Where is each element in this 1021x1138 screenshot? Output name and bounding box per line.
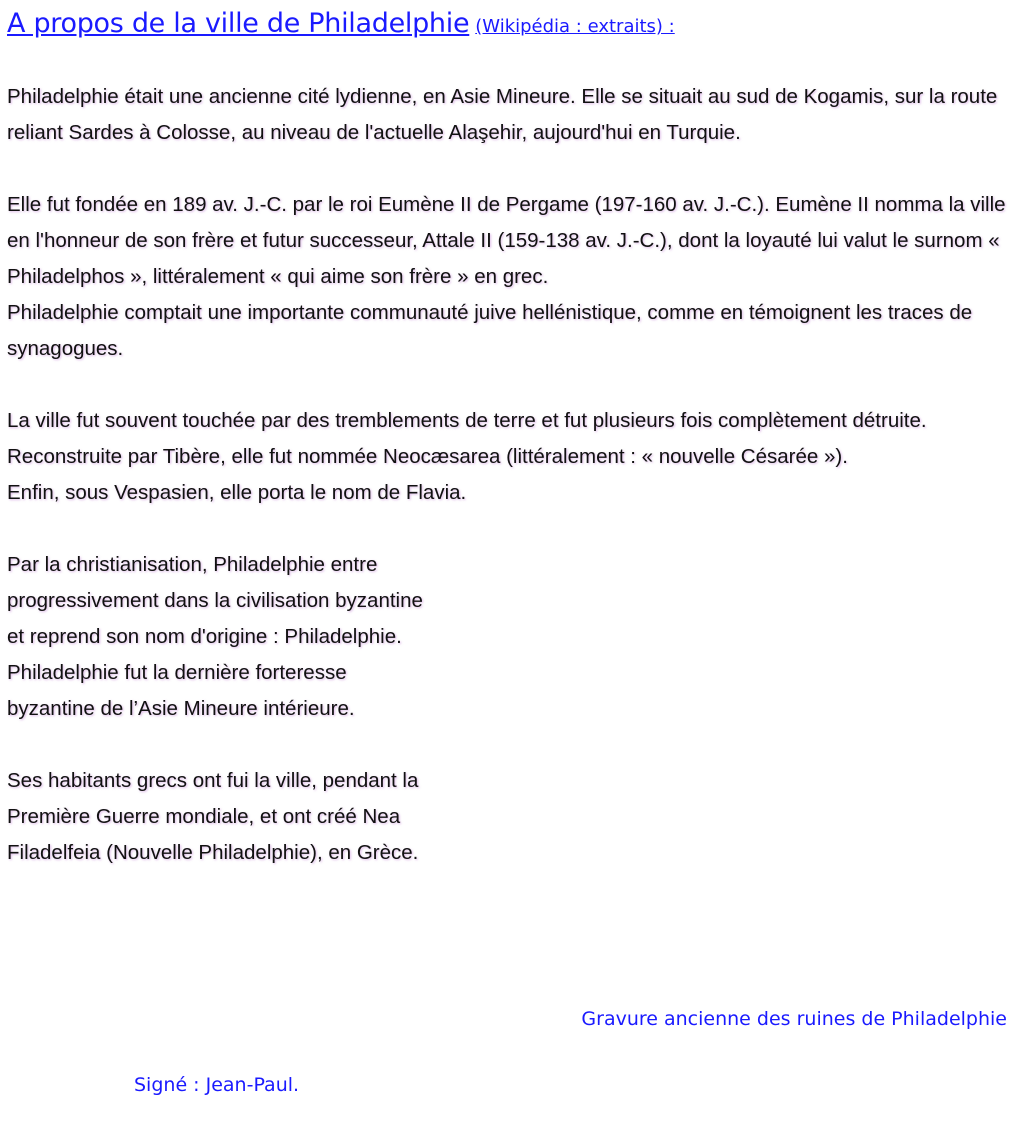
- text-segment: Philadelphie était une ancienne cité lydienne, en Asie Mineure. Elle se situait au sud de Kogamis, sur la route reliant Sardes à Colosse, au niveau de l'actuelle Alaşehir, aujourd'hui en Turquie.: [7, 85, 998, 144]
- page-title: [7, 8, 675, 39]
- source-note: (Wikipédia : extraits) :: [475, 16, 675, 37]
- signature: Signé : Jean-Paul.: [134, 1074, 300, 1096]
- text-line: et reprend son nom d'origine : Philadelphie.: [7, 625, 402, 648]
- paragraph-5: [7, 763, 1017, 871]
- paragraph-1: [7, 79, 1017, 151]
- text-line: Filadelfeia (Nouvelle Philadelphie), en Grèce.: [7, 841, 419, 864]
- text-segment: Enfin, sous Vespasien, elle porta le nom de Flavia.: [7, 481, 467, 504]
- text-segment: Elle fut fondée en 189 av. J.-C. par le roi Eumène II de Pergame (197-160 av. J.-C.). Eumène II nomma la ville en l'honneur de son frère et futur successeur, Attale II (159-138 av. J.-C.), dont la loyauté lui valut le surnom « Philadelphos », littéralement « qui aime son frère » en grec.: [7, 193, 1006, 288]
- text-line: progressivement dans la civilisation byzantine: [7, 589, 423, 612]
- text-segment: Philadelphie comptait une importante communauté juive hellénistique, comme en témoignent les traces de synagogues.: [7, 301, 973, 360]
- paragraph-4: [7, 547, 1017, 727]
- text-line: byzantine de l’Asie Mineure intérieure.: [7, 697, 355, 720]
- text-segment: Reconstruite par Tibère, elle fut nommée Neocæsarea (littéralement : « nouvelle Césarée »).: [7, 445, 848, 468]
- text-segment: La ville fut souvent touchée par des tremblements de terre et fut plusieurs fois complètement détruite.: [7, 409, 927, 432]
- paragraph-3: [7, 403, 1017, 511]
- paragraph-2: [7, 187, 1017, 367]
- text-line: Première Guerre mondiale, et ont créé Nea: [7, 805, 401, 828]
- article-body: [7, 79, 1017, 871]
- title-text: A propos de la ville de Philadelphie: [7, 8, 470, 39]
- image-caption: Gravure ancienne des ruines de Philadelphie: [581, 1008, 1007, 1030]
- text-line: Par la christianisation, Philadelphie entre: [7, 553, 378, 576]
- text-line: Philadelphie fut la dernière forteresse: [7, 661, 347, 684]
- text-line: Ses habitants grecs ont fui la ville, pendant la: [7, 769, 419, 792]
